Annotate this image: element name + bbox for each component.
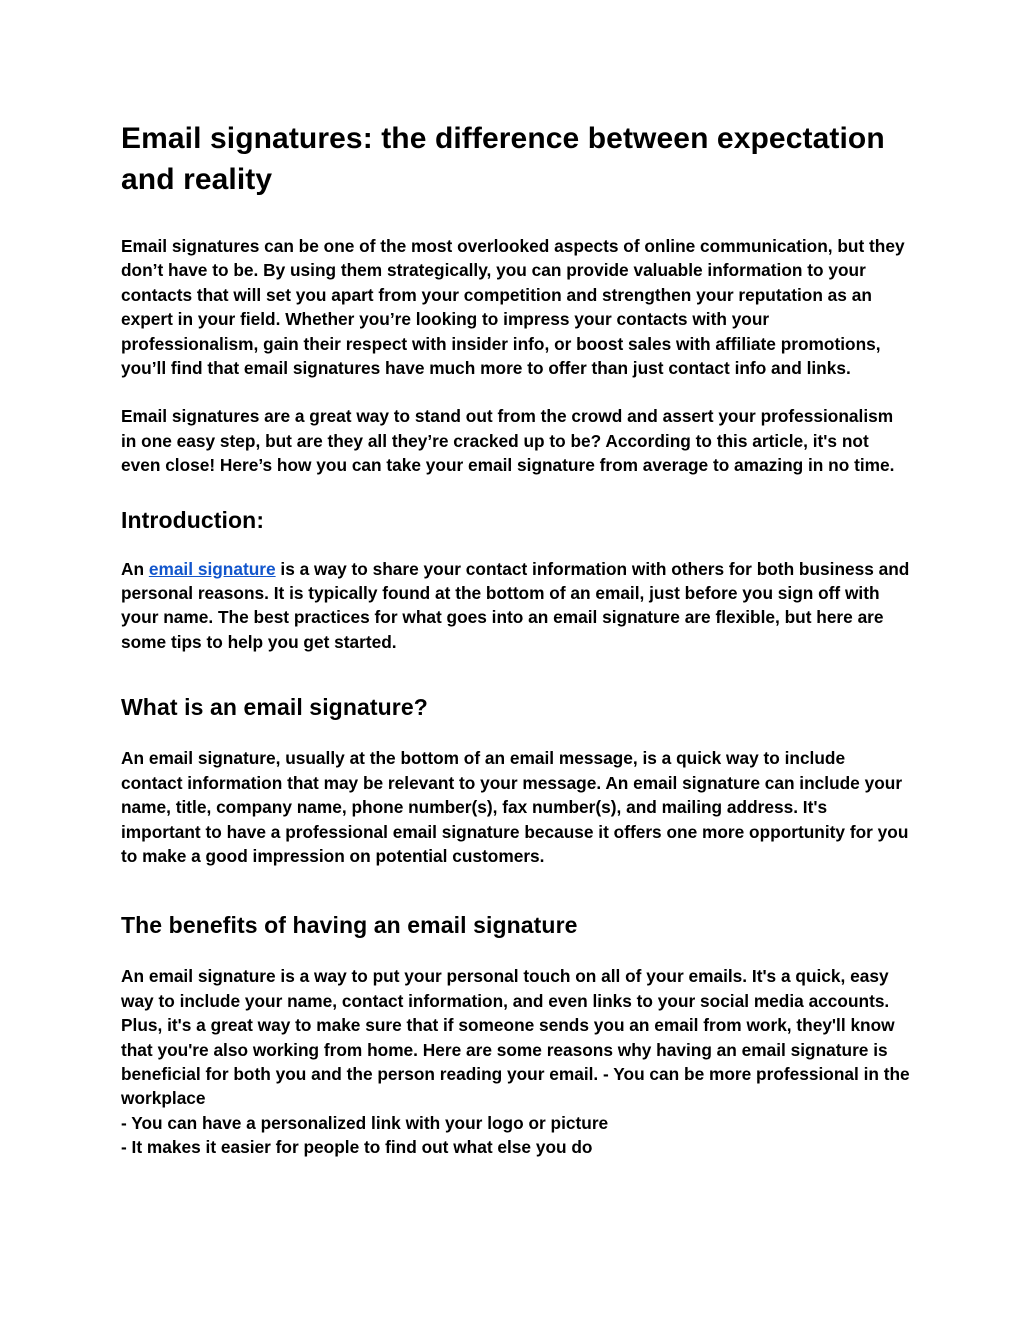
what-is-paragraph: An email signature, usually at the bottom of an email message, is a quick way to include contact information that may be relevant to your message. An email signature can include your name, title, company name, phone number(s), fax number(s), and mailing address. It's important to have a professional email signature because it offers one more opportunity for you to make a good impression on potential customers. (121, 748, 909, 866)
benefits-list-item: - It makes it easier for people to find out what else you do (121, 1137, 593, 1158)
document-title: Email signatures: the difference between expectation and reality (121, 122, 885, 196)
email-signature-link[interactable]: email signature (148, 558, 276, 579)
benefits-list-item: - You can have a personalized link with your logo or picture (121, 1112, 609, 1133)
what-is-heading: What is an email signature? (121, 694, 428, 721)
document-body (121, 118, 911, 1160)
introduction-heading: Introduction: (121, 506, 265, 533)
benefits-heading: The benefits of having an email signature (121, 912, 578, 939)
introduction-text-start: An (121, 558, 149, 579)
benefits-text: An email signature is a way to put your personal touch on all of your emails. It's a quick, easy way to include your name, contact information, and even links to your social media accounts. Plus, it's a great way to make sure that if someone sends you an email from work, they'll know that you're also working from home. Here are some reasons why having an email signature is beneficial for both you and the person reading your email. - You can be more professional in the workplace (121, 966, 910, 1109)
introduction-text-rest: is a way to share your contact information with others for both business and personal reasons. It is typically found at the bottom of an email, just before you sign off with your name. The best practices for what goes into an email signature are flexible, but here are some tips to help you get started. (121, 558, 910, 652)
benefits-paragraph (121, 964, 911, 1159)
intro-paragraph-2: Email signatures are a great way to stand out from the crowd and assert your professionalism in one easy step, but are they all they’re cracked up to be? According to this article, it's not even close! Here’s how you can take your email signature from average to amazing in no time. (121, 406, 895, 476)
intro-paragraph-1: Email signatures can be one of the most overlooked aspects of online communication, but they don’t have to be. By using them strategically, you can provide valuable information to your contacts that will set you apart from your competition and strengthen your reputation as an expert in your field. Whether you’re looking to impress your contacts with your professionalism, gain their respect with insider info, or boost sales with affiliate promotions, you’ll find that email signatures have much more to offer than just contact info and links. (121, 236, 905, 379)
introduction-paragraph (121, 557, 911, 655)
